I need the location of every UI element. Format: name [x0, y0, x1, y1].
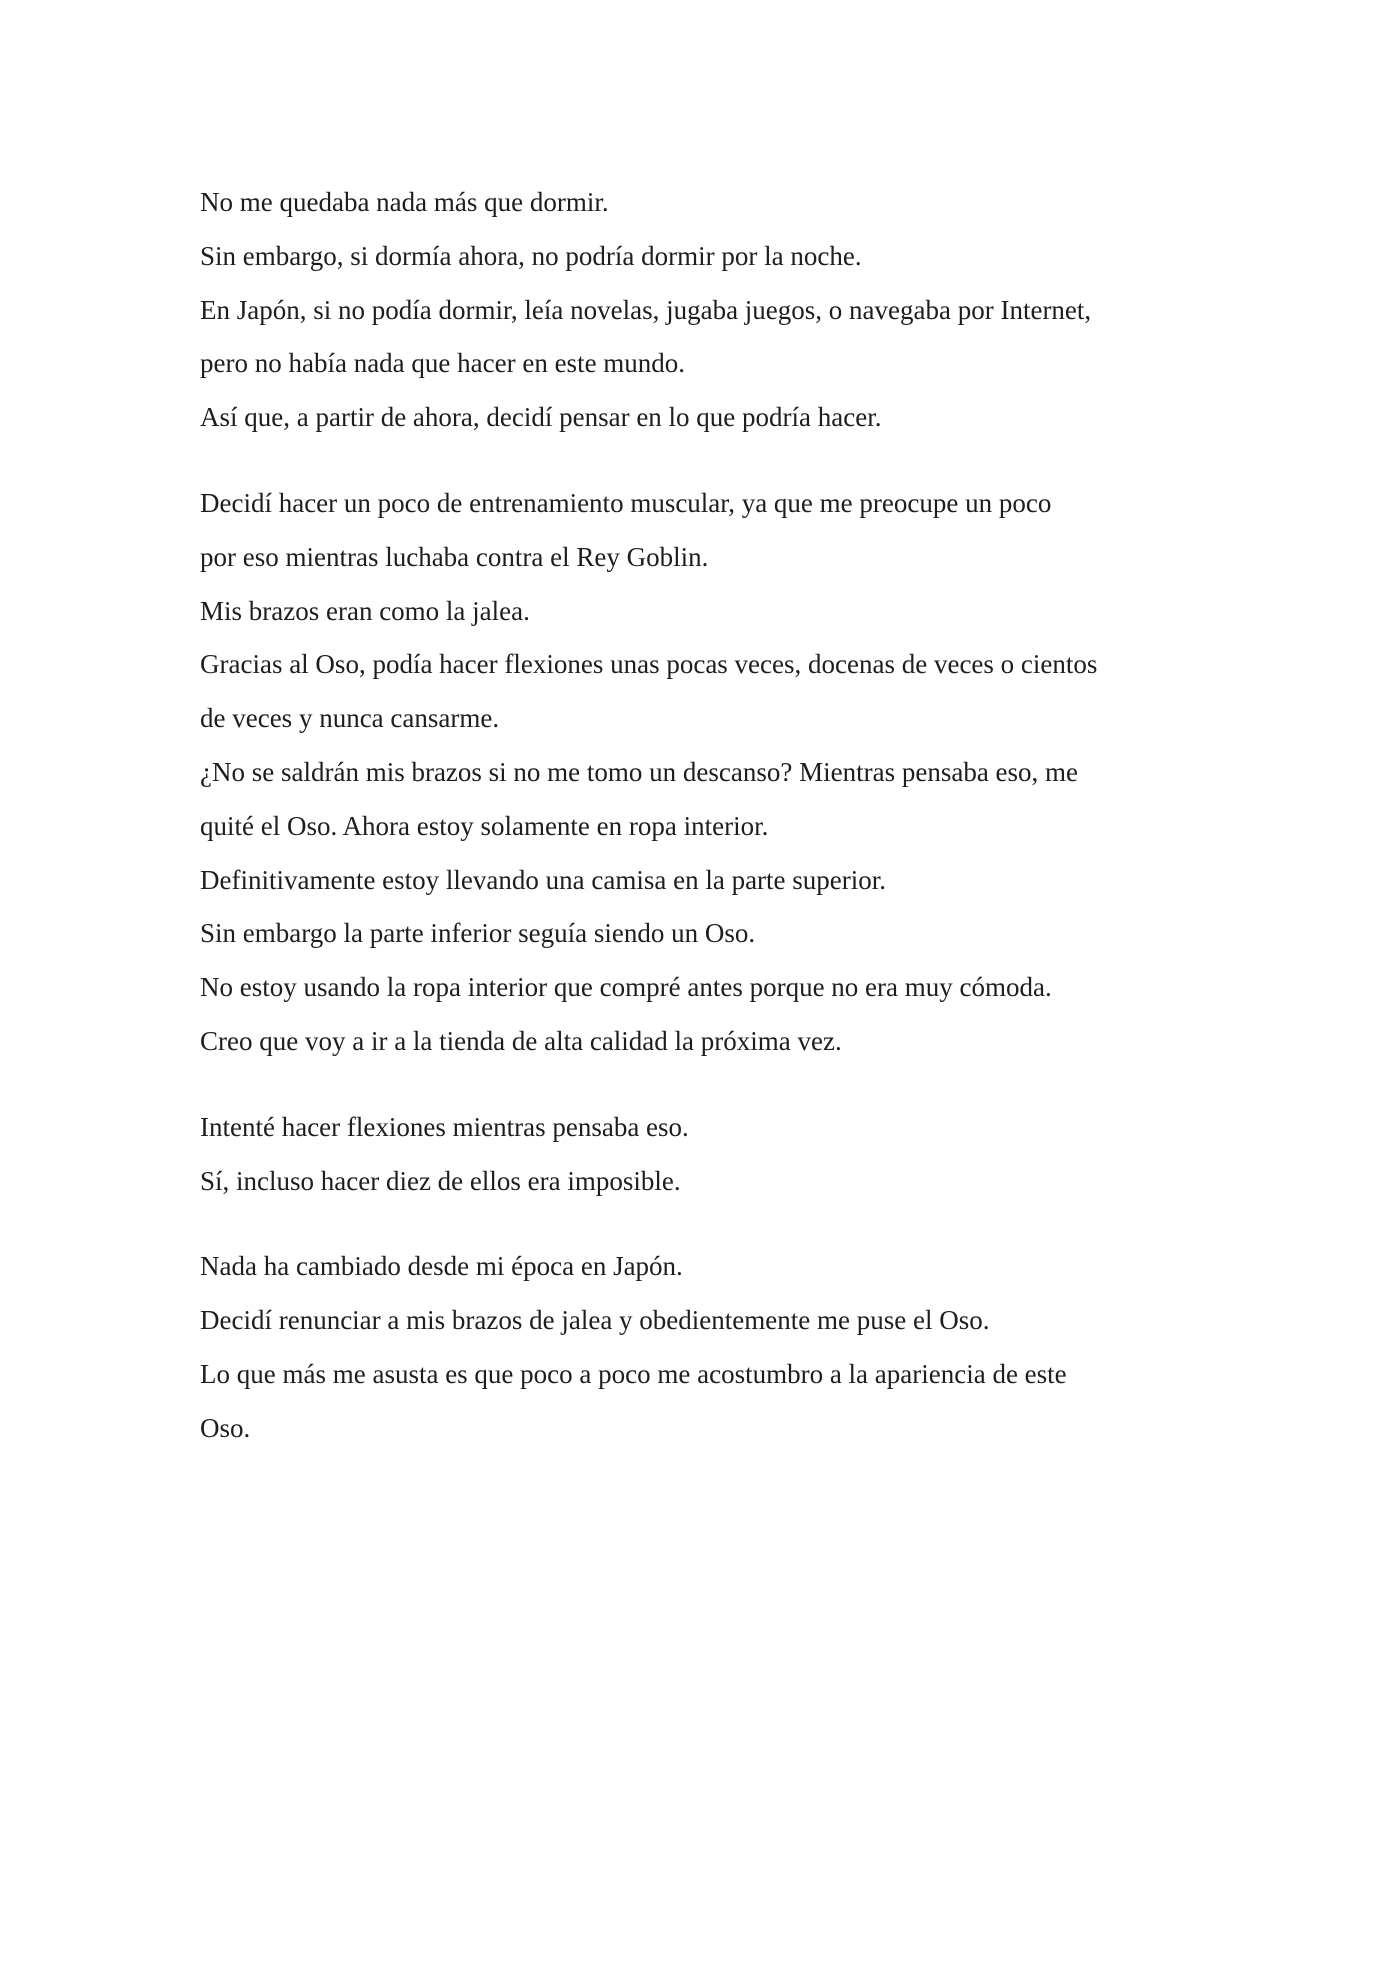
text-line: Sin embargo, si dormía ahora, no podría dormir por la noche. [200, 240, 862, 271]
text-line: ¿No se saldrán mis brazos si no me tomo un descanso? Mientras pensaba eso, me [200, 756, 1079, 787]
text-line: Decidí hacer un poco de entrenamiento muscular, ya que me preocupe un poco [200, 487, 1052, 518]
text-line: Sí, incluso hacer diez de ellos era imposible. [200, 1165, 681, 1196]
text-line: pero no había nada que hacer en este mundo. [200, 348, 686, 379]
text-line: quité el Oso. Ahora estoy solamente en ropa interior. [200, 810, 769, 841]
text-line: En Japón, si no podía dormir, leía novelas, jugaba juegos, o navegaba por Internet, [200, 294, 1092, 325]
paragraph-2 [200, 477, 1210, 1069]
text-line: Lo que más me asusta es que poco a poco me acostumbro a la apariencia de este [200, 1358, 1067, 1389]
text-line: Mis brazos eran como la jalea. [200, 595, 530, 626]
text-line: por eso mientras luchaba contra el Rey Goblin. [200, 541, 709, 572]
text-line: Oso. [200, 1412, 251, 1443]
text-line: Sin embargo la parte inferior seguía siendo un Oso. [200, 918, 756, 949]
text-line: Decidí renunciar a mis brazos de jalea y obedientemente me puse el Oso. [200, 1305, 990, 1336]
text-line: No estoy usando la ropa interior que compré antes porque no era muy cómoda. [200, 972, 1052, 1003]
text-line: de veces y nunca cansarme. [200, 703, 500, 734]
text-line: No me quedaba nada más que dormir. [200, 187, 609, 217]
text-line: Creo que voy a ir a la tienda de alta calidad la próxima vez. [200, 1025, 842, 1056]
paragraph-4 [200, 1240, 1210, 1455]
paragraph-3 [200, 1101, 1210, 1209]
text-line: Gracias al Oso, podía hacer flexiones unas pocas veces, docenas de veces o cientos [200, 649, 1098, 680]
text-line: Intenté hacer flexiones mientras pensaba eso. [200, 1111, 689, 1142]
text-line: Nada ha cambiado desde mi época en Japón. [200, 1251, 683, 1282]
paragraph-1 [200, 176, 1210, 445]
document-body [200, 176, 1210, 1456]
text-line: Definitivamente estoy llevando una camisa en la parte superior. [200, 864, 887, 895]
text-line: Así que, a partir de ahora, decidí pensar en lo que podría hacer. [200, 402, 882, 433]
